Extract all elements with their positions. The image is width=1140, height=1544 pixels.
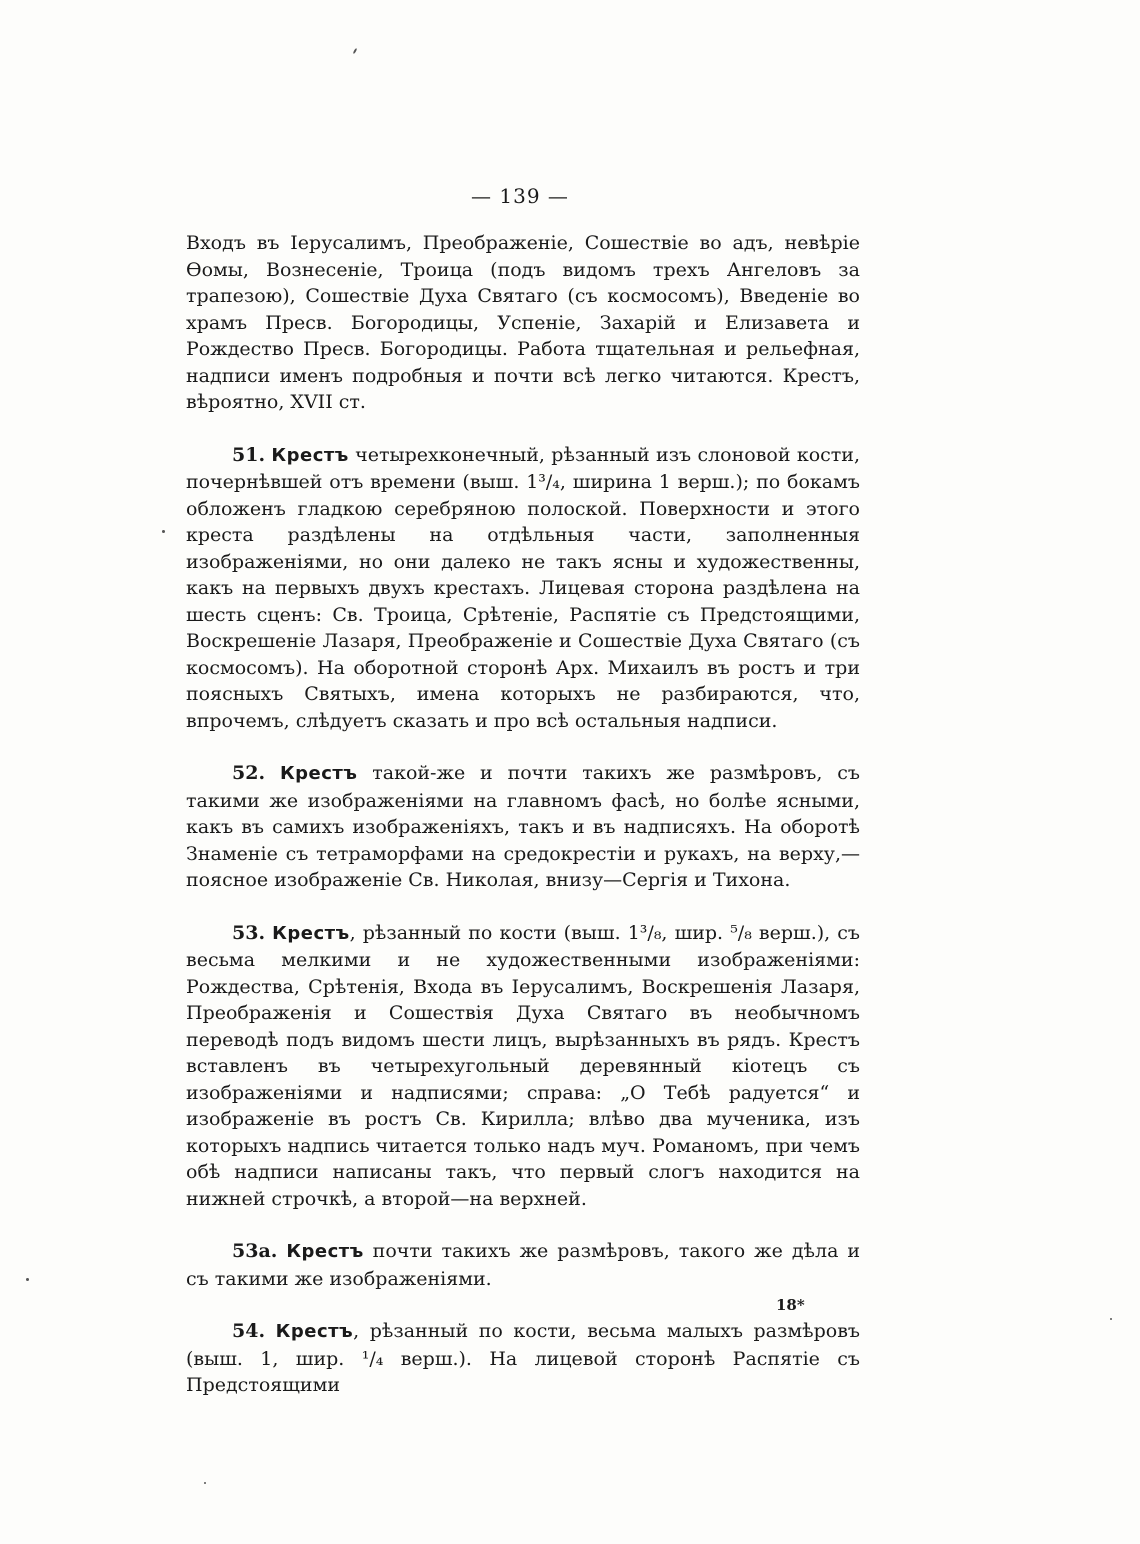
entry-text: , рѣзанный по кости, весьма малыхъ размѣровъ (выш. 1, шир. ¹/₄ верш.). На лицевой сторонѣ Распятіе съ Предстоящими (186, 1320, 860, 1396)
scan-speck (204, 1482, 206, 1484)
body-text (186, 230, 860, 1399)
entry-number: 53. (232, 921, 266, 944)
scan-speck (162, 530, 165, 533)
entry-number: 52. (232, 762, 266, 784)
entry-52 (186, 760, 860, 894)
entry-heading: Крестъ (272, 922, 350, 944)
paragraph-text: Входъ въ Іерусалимъ, Преображеніе, Сошествіе во адъ, невѣріе Ѳомы, Вознесеніе, Троица (подъ видомъ трехъ Ангеловъ за трапезою), Сошествіе Духа Святаго (съ космосомъ), Введеніе во храмъ Пресв. Богородицы, Успеніе, Захарій и Елизавета и Рождество Пресв. Богородицы. Работа тщательная и рельефная, надписи именъ подробныя и почти всѣ легко читаются. Крестъ, вѣроятно, XVII ст. (186, 232, 860, 413)
page-number: — 139 — (471, 184, 569, 208)
scan-speck (353, 48, 358, 54)
entry-heading: Крестъ (279, 763, 358, 784)
scan-speck (26, 1278, 29, 1281)
signature-mark: 18* (776, 1296, 805, 1314)
entry-text: четырехконечный, рѣзанный изъ слоновой кости, почернѣвшей отъ времени (выш. 1³/₄, ширина 1 верш.); по бокамъ обложенъ гладкою серебряною полоской. Поверхности и этого креста раздѣлены на отдѣльныя части, заполненныя изображеніями, но они далеко не такъ ясны и художественны, какъ на первыхъ двухъ крестахъ. Лицевая сторона раздѣлена на шесть сценъ: Св. Троица, Срѣтеніе, Распятіе съ Предстоящими, Воскрешеніе Лазаря, Преображеніе и Сошествіе Духа Святаго (съ космосомъ). На оборотной сторонѣ Арх. Михаилъ въ ростъ и три поясныхъ Святыхъ, имена которыхъ не разбираются, что, впрочемъ, слѣдуетъ сказать и про всѣ остальныя надписи. (186, 443, 860, 732)
entry-53 (186, 920, 860, 1213)
scan-speck (1110, 1318, 1112, 1320)
entry-54 (186, 1318, 860, 1399)
paragraph-continuation (186, 230, 860, 416)
entry-number: 53а. (232, 1240, 278, 1262)
entry-51 (186, 442, 860, 735)
entry-text: , рѣзанный по кости (выш. 1³/₈, шир. ⁵/₈ верш.), съ весьма мелкими и не художественными изображеніями: Рождества, Срѣтенія, Входа въ Іерусалимъ, Воскрешенія Лазаря, Преображенія и Сошествія Духа Святаго въ необычномъ переводѣ подъ видомъ шести лицъ, вырѣзанныхъ въ рядъ. Крестъ вставленъ въ четырехугольный деревянный кіотецъ съ изображеніями и надписями; справа: „О Тебѣ радуется“ и изображеніе въ ростъ Св. Кирилла; влѣво два мученика, изъ которыхъ надпись читается только надъ муч. Романомъ, при чемъ обѣ надписи написаны такъ, что первый слогъ находится на нижней строчкѣ, а второй—на верхней. (186, 921, 861, 1210)
entry-heading: Крестъ (271, 444, 349, 466)
entry-text: такой-же и почти такихъ же размѣровъ, съ такими же изображеніями на главномъ фасѣ, но болѣе ясными, какъ въ самихъ изображеніяхъ, такъ и въ надписяхъ. На оборотѣ Знаменіе съ тетраморфами на средокрестіи и рукахъ, на верху,—поясное изображеніе Св. Николая, внизу—Сергія и Тихона. (186, 762, 861, 891)
entry-heading: Крестъ (286, 1241, 364, 1262)
entry-heading: Крестъ (275, 1321, 354, 1342)
entry-text: почти такихъ же размѣровъ, такого же дѣла и съ такими же изображеніями. (186, 1240, 860, 1290)
entry-number: 51. (232, 443, 266, 466)
entry-number: 54. (232, 1320, 266, 1342)
entry-53a (186, 1238, 860, 1292)
